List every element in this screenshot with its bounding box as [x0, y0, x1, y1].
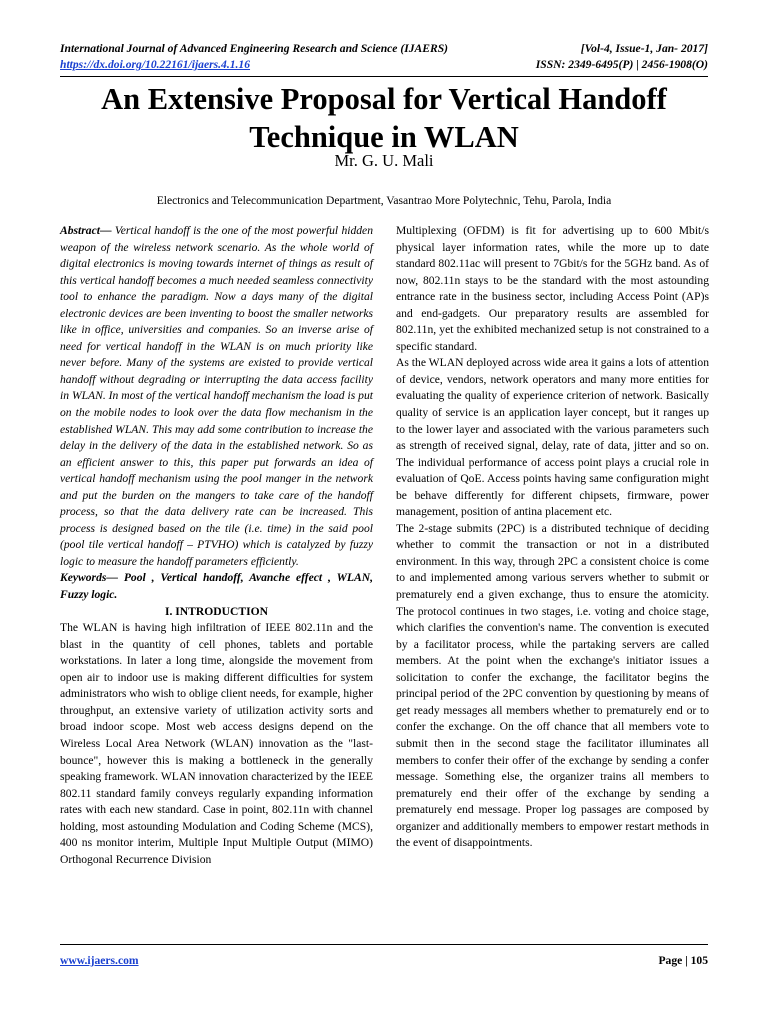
paper-title	[60, 80, 708, 156]
left-column	[60, 223, 373, 868]
journal-name: International Journal of Advanced Engineering Research and Science (IJAERS)	[60, 42, 449, 55]
keywords-label: Keywords—	[60, 571, 118, 585]
title-line-1: An Extensive Proposal for Vertical Handoff	[101, 82, 667, 116]
author-name: Mr. G. U. Mali	[334, 151, 434, 170]
affiliation: Electronics and Telecommunication Department, Vasantrao More Polytechnic, Tehu, Parola, India	[156, 194, 612, 207]
page-number: Page | 105	[658, 954, 708, 967]
website-link[interactable]: www.ijaers.com	[60, 954, 139, 967]
page-footer	[60, 953, 708, 969]
issue-info: [Vol-4, Issue-1, Jan- 2017]	[580, 42, 708, 55]
abstract	[60, 223, 373, 570]
introduction-text: The WLAN is having high infiltration of IEEE 802.11n and the blast in the quantity of cell phones, tablets and portable workstations. In later a long time, alongside the movement from open air to indoor use is making different difficulties for system administrators who wish to oblige client needs, for example, higher throughput, an extensive variety of utilization activity sorts and broad indoor scope. Most web access designs depend on the Wireless Local Area Network (WLAN) innovation as the "last-bounce", however this is making a bottleneck in the generally speaking framework. WLAN innovation characterized by the IEEE 802.11 standard family conveys regularly expanding information rates with each new standard. Case in point, 802.11n with channel holding, most astounding Modulation and Coding Scheme (MCS), 400 ns monitor interim, Multiple Input Multiple Output (MIMO) Orthogonal Recurrence Division	[60, 621, 373, 866]
section-heading-introduction: I. INTRODUCTION	[164, 604, 269, 618]
right-column	[396, 223, 709, 852]
keywords-text: Pool , Vertical handoff, Avanche effect , WLAN, Fuzzy logic.	[60, 571, 373, 602]
keywords	[60, 570, 373, 603]
title-line-2: Technique in WLAN	[249, 120, 519, 154]
abstract-text: Vertical handoff is the one of the most powerful hidden weapon of the wireless network scenario. As the whole world of digital electronics is moving towards internet of things as result of this vertical handoff becomes a much needed seamless connectivity tool to enhance the paradigm. Now a days many of the digital electronic devices are been inventing to boost the smaller networks like in office, universities and companies. So an inverse arise of need for vertical handoff in the WLAN is on much priority like never before. Many of the systems are existed to provide vertical handoff without degrading or interrupting the data access facility in WLAN. In most of the vertical handoff mechanism the load is put on the mobile nodes to look over the data flow mechanism in the established WLAN. This may add some contribution to increase the delay in the delivery of the data in the established network. So as an efficient answer to this, this paper put forwards an idea of vertical handoff mechanism using the pool manger in the network and put the burden on the mangers to take care of the handoff process, so that the data delivery rate can be increased. This process is designed based on the tile (i.e. time) in the said pool (pool tile vertical handoff – PTVHO) which is catalyzed by fuzzy logic to measure the handoff parameters efficiently.	[60, 224, 373, 568]
paragraph-2pc: The 2-stage submits (2PC) is a distributed technique of deciding whether to commit the transaction or not in a distributed environment. In this way, through 2PC a consistent choice is come to and implemented among various servers whether to submit or prematurely end a given exchange, thus to ensure the atomicity. The protocol continues in two stages, i.e. voting and choice stage, which clarifies the convention's name. The convention is executed by a facilitator process, while the partaking servers are called members. At the point when the exchange's initiator issues a solicitation to confer the exchange, the facilitator begins the principal period of the 2PC convention by questioning by means of get ready messages all members whether to prematurely end or to confer the exchange. On the off chance that all members vote to submit then in the second stage the facilitator illuminates all members to confer their offer of the exchange by sending a confer message. Something else, the organizer trains all members to prematurely end their offer of the exchange by sending a prematurely end message. Proper log passages are composed by organizer and additionally members to empower restart methods in the event of disappointments.	[396, 521, 709, 850]
paragraph-qoe: As the WLAN deployed across wide area it gains a lots of attention of device, vendors, network operators and many more entities for evaluating the quality of experience criterion of network. Basically quality of service is an application layer concept, but it ranges up to the lower layer and associated with the various parameters such as strength of received signal, delay, rate of data, jitter and so on. The individual performance of access point plays a crucial role in evaluation of QoE. Access points having same configuration might be behave differently for different chipsets, firmware, power management, position of antina placement etc.	[396, 356, 709, 519]
paragraph-ofdm: Multiplexing (OFDM) is fit for advertising up to 600 Mbit/s physical layer information rates, while the more up to date standard 802.11ac will present to 7Gbit/s for the 5GHz band. As of now, 802.11n stays to be the standard with the most astounding entrance rate in the business sector, including Access Point (AP)s and end-gadgets. Our preparatory results are assembled for 802.11n, yet the exhibited mechanized setup is not constrained to a specific standard.	[396, 224, 709, 353]
footer-divider	[60, 944, 708, 945]
issn-info: ISSN: 2349-6495(P) | 2456-1908(O)	[535, 58, 708, 71]
header-divider	[60, 76, 708, 77]
journal-header	[60, 41, 708, 73]
doi-link[interactable]: https://dx.doi.org/10.22161/ijaers.4.1.16	[60, 58, 251, 71]
abstract-label: Abstract—	[60, 224, 112, 237]
